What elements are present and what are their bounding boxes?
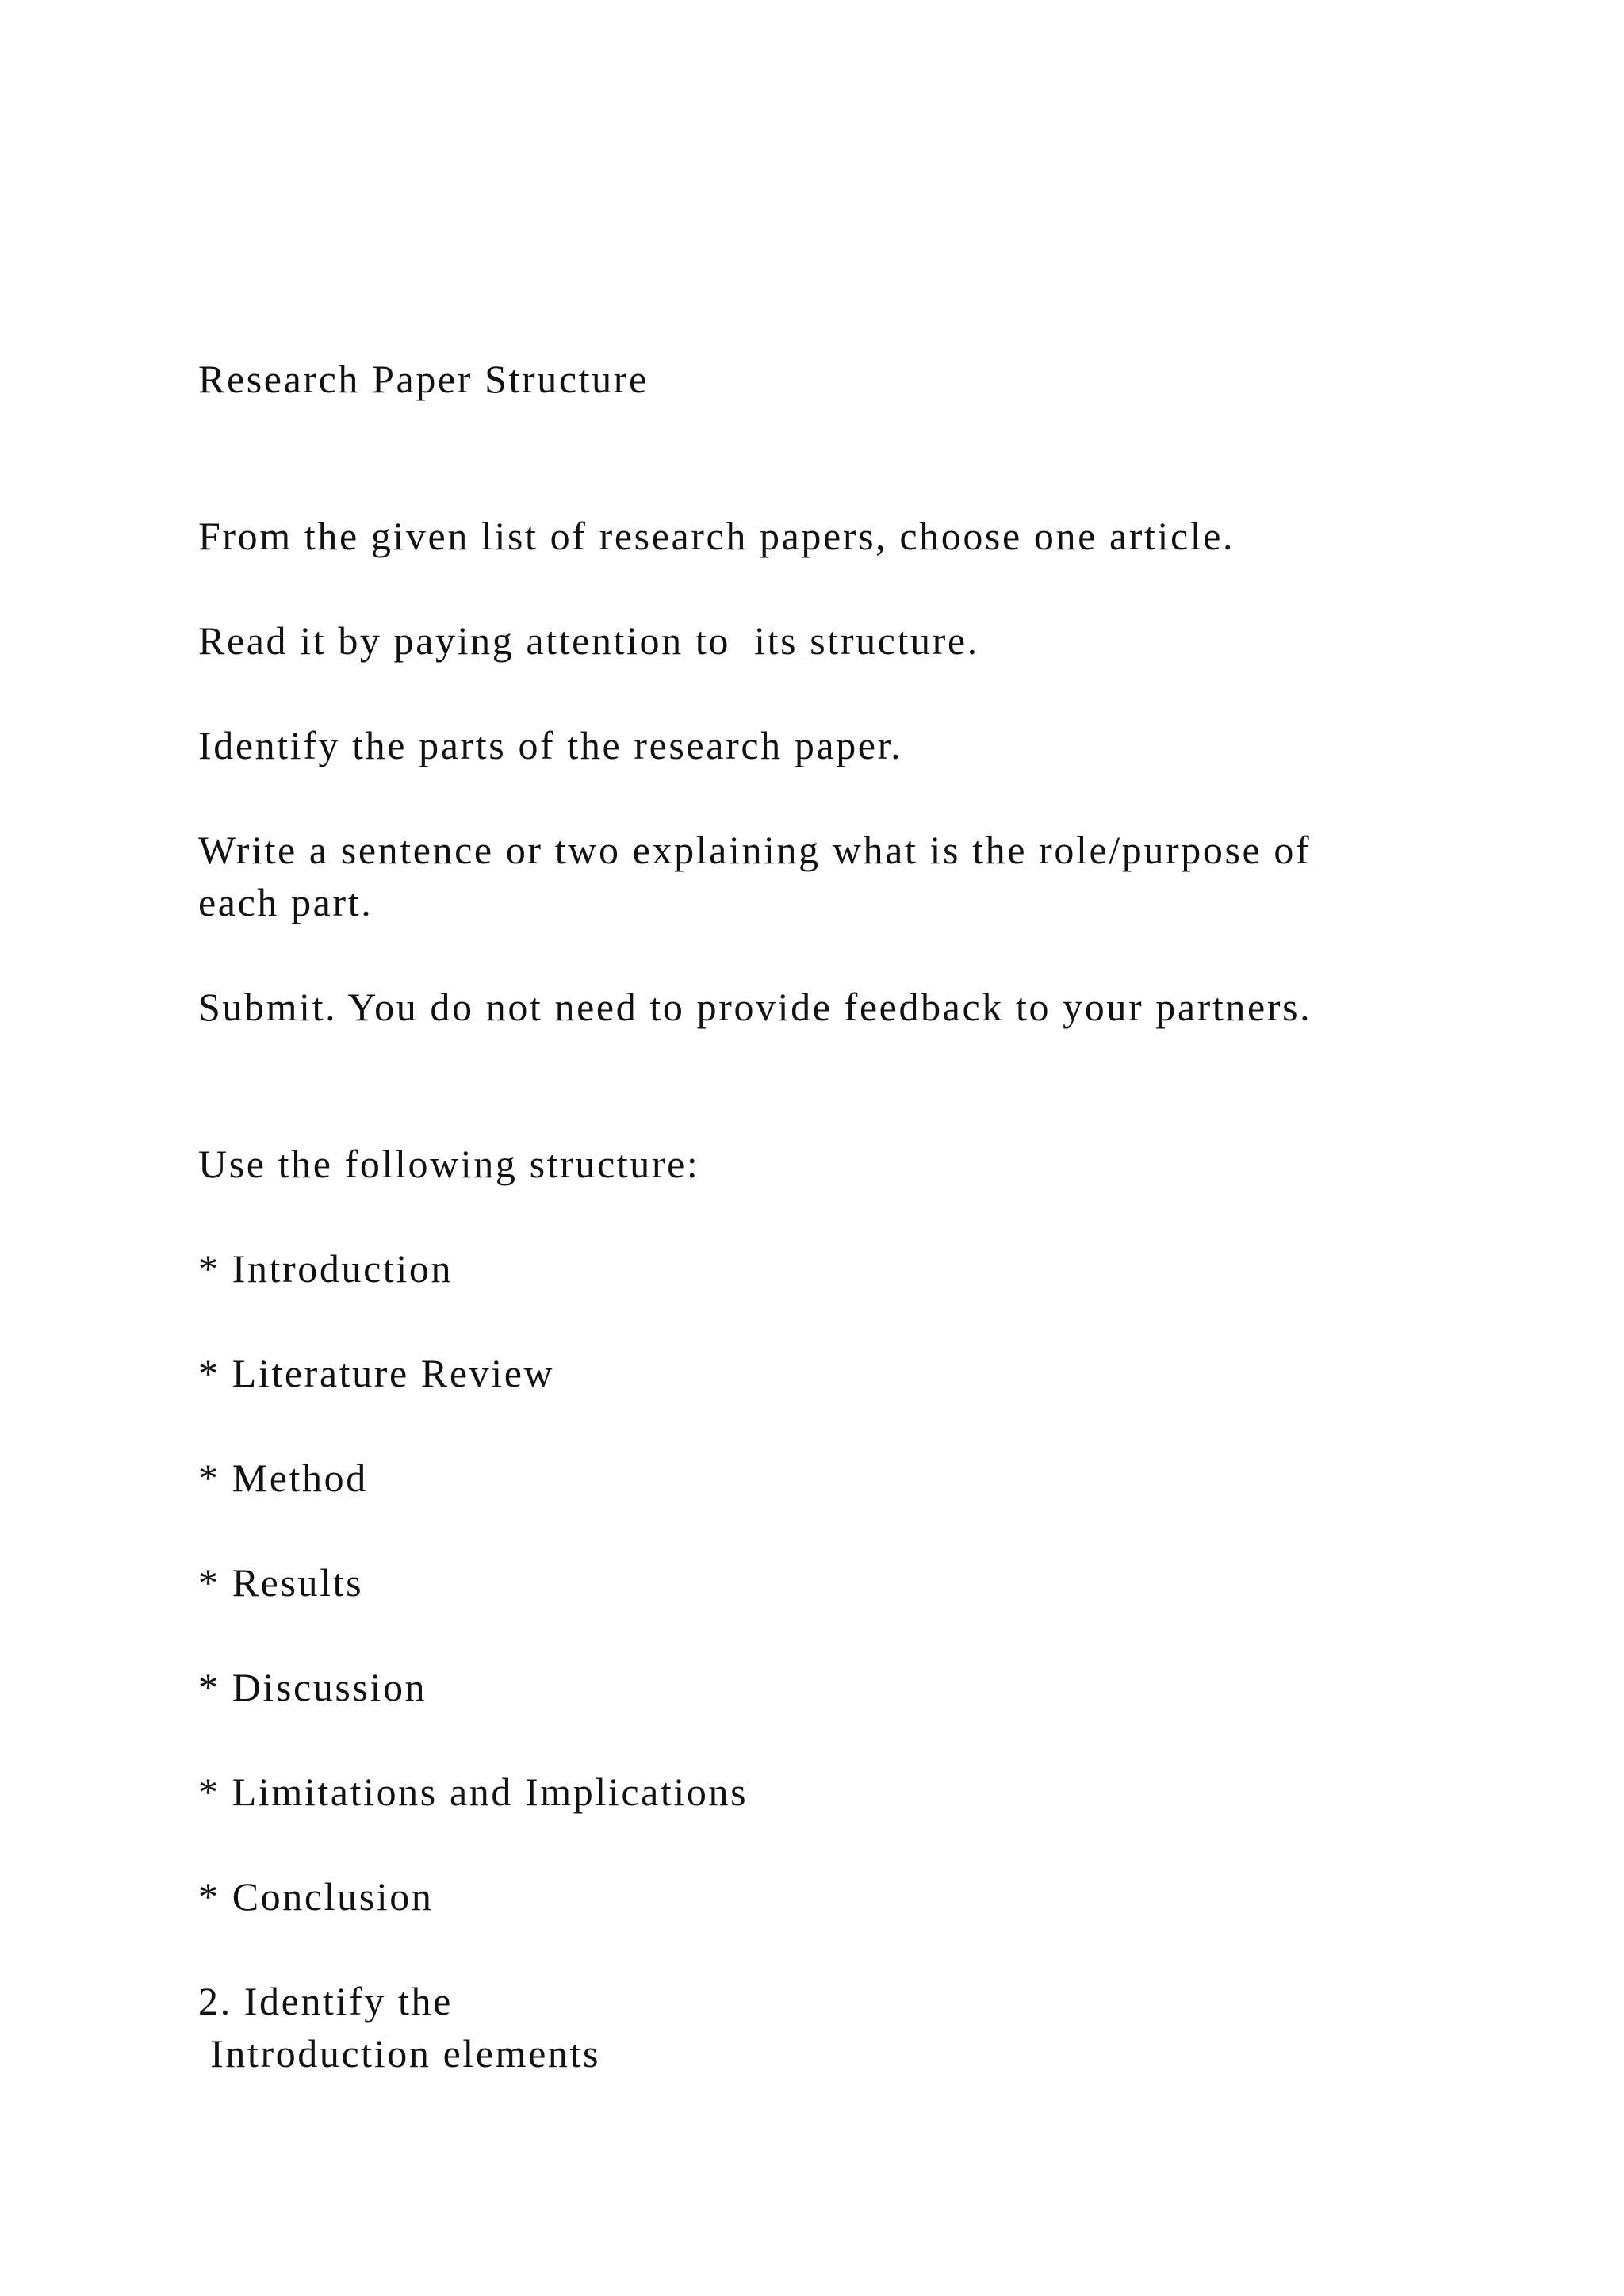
instruction-submit: Submit. You do not need to provide feedback to your partners. <box>198 985 1312 1029</box>
step-2-heading: 2. Identify the <box>198 1979 453 2023</box>
list-item: * Conclusion <box>198 1874 434 1919</box>
list-item: * Literature Review <box>198 1351 555 1395</box>
instruction-write-sentence-cont: each part. <box>198 880 373 924</box>
instruction-choose-article: From the given list of research papers, choose one article. <box>198 514 1235 558</box>
instruction-write-sentence: Write a sentence or two explaining what is the role/purpose of <box>198 828 1312 872</box>
list-item: * Introduction <box>198 1246 454 1291</box>
list-item: * Results <box>198 1560 364 1605</box>
step-2-heading-cont: Introduction elements <box>198 2031 601 2076</box>
instruction-read-structure: Read it by paying attention to its structure. <box>198 618 979 663</box>
list-item: * Limitations and Implications <box>198 1770 749 1814</box>
list-item: * Method <box>198 1456 368 1500</box>
list-item: * Discussion <box>198 1665 427 1709</box>
instruction-identify-parts: Identify the parts of the research paper. <box>198 723 903 767</box>
page-title: Research Paper Structure <box>198 357 649 401</box>
structure-intro: Use the following structure: <box>198 1142 700 1186</box>
